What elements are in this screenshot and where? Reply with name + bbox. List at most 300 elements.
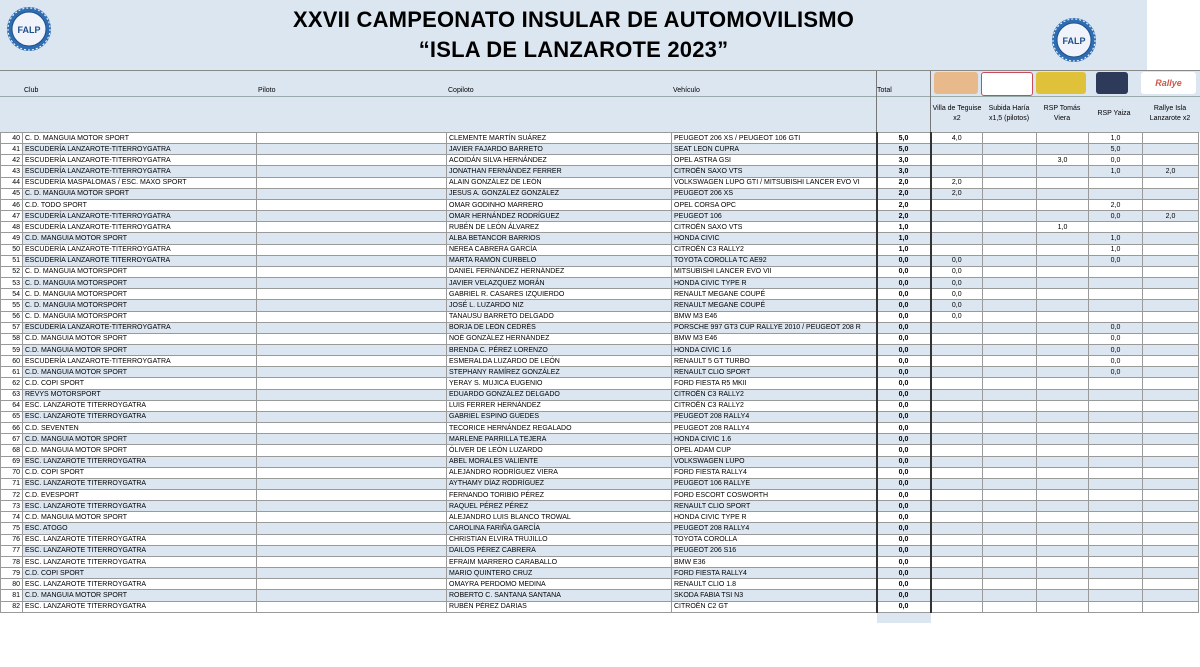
- club-cell: ESC. LANZAROTE TITERROYGATRA: [23, 400, 257, 411]
- standings-rows: [1, 133, 1199, 623]
- stage5-cell: [1143, 188, 1199, 199]
- table-row: [1, 166, 1199, 177]
- piloto-cell: [257, 211, 447, 222]
- stage5-cell: [1143, 133, 1199, 144]
- vehiculo-cell: RENAULT MEGANE COUPÉ: [672, 300, 877, 311]
- stage5-cell: 2,0: [1143, 211, 1199, 222]
- total-cell: 0,0: [877, 456, 931, 467]
- stage1-cell: [931, 512, 983, 523]
- piloto-cell: [257, 545, 447, 556]
- club-cell: C.D. COPI SPORT: [23, 467, 257, 478]
- stage3-cell: [1037, 434, 1089, 445]
- club-cell: C. D. MANGUIA MOTORSPORT: [23, 289, 257, 300]
- copiloto-cell: JESUS A. GONZÁLEZ GONZÁLEZ: [447, 188, 672, 199]
- filler-cell: [1089, 612, 1143, 623]
- copiloto-cell: AYTHAMY DÍAZ RODRÍGUEZ: [447, 478, 672, 489]
- stage2-cell: [983, 300, 1037, 311]
- stage1-cell: [931, 155, 983, 166]
- stage5-cell: [1143, 278, 1199, 289]
- stage5-cell: [1143, 445, 1199, 456]
- table-row: [1, 423, 1199, 434]
- piloto-cell: [257, 512, 447, 523]
- piloto-cell: [257, 199, 447, 210]
- stage1-cell: [931, 590, 983, 601]
- total-cell: 0,0: [877, 534, 931, 545]
- copiloto-cell: ALBA BETANCOR BARRIOS: [447, 233, 672, 244]
- stage5-cell: [1143, 400, 1199, 411]
- stage5-cell: [1143, 322, 1199, 333]
- stage1-cell: [931, 434, 983, 445]
- stage3-cell: [1037, 411, 1089, 422]
- club-cell: ESC. ATOGO: [23, 523, 257, 534]
- total-cell: 0,0: [877, 266, 931, 277]
- vehiculo-cell: HONDA CIVIC TYPE R: [672, 512, 877, 523]
- club-cell: C. D. MANGUIA MOTORSPORT: [23, 311, 257, 322]
- position-cell: 41: [1, 144, 23, 155]
- stage3-cell: [1037, 322, 1089, 333]
- piloto-cell: [257, 556, 447, 567]
- position-cell: 46: [1, 199, 23, 210]
- club-cell: ESC. LANZAROTE TITERROYGATRA: [23, 501, 257, 512]
- club-cell: ESCUDERÍA LANZAROTE-TITERROYGATRA: [23, 356, 257, 367]
- position-cell: 66: [1, 423, 23, 434]
- stage3-cell: [1037, 300, 1089, 311]
- vehiculo-cell: TOYOTA COROLLA TC AE92: [672, 255, 877, 266]
- piloto-cell: [257, 300, 447, 311]
- club-cell: C. D. MANGUIA MOTORSPORT: [23, 266, 257, 277]
- piloto-cell: [257, 590, 447, 601]
- copiloto-cell: MARTA RAMÓN CURBELO: [447, 255, 672, 266]
- stage4-cell: 5,0: [1089, 144, 1143, 155]
- total-cell: 0,0: [877, 545, 931, 556]
- stage5-cell: 2,0: [1143, 166, 1199, 177]
- stage1-cell: 4,0: [931, 133, 983, 144]
- standings-table: [0, 132, 1199, 623]
- table-row: [1, 278, 1199, 289]
- stage3-cell: [1037, 166, 1089, 177]
- piloto-cell: [257, 378, 447, 389]
- header-club: Club: [24, 87, 39, 94]
- table-row: [1, 512, 1199, 523]
- club-cell: ESC. LANZAROTE TITERROYGATRA: [23, 601, 257, 612]
- stage2-cell: [983, 188, 1037, 199]
- header-vline: [876, 71, 877, 133]
- club-cell: ESCUDERÍA LANZAROTE-TITERROYGATRA: [23, 166, 257, 177]
- stage5-cell: [1143, 344, 1199, 355]
- stage5-cell: [1143, 389, 1199, 400]
- stage4-cell: [1089, 411, 1143, 422]
- vehiculo-cell: SKODA FABIA TSI N3: [672, 590, 877, 601]
- stage2-cell: [983, 255, 1037, 266]
- stage1-cell: 2,0: [931, 177, 983, 188]
- copiloto-cell: EFRAIM MARRERO CARABALLO: [447, 556, 672, 567]
- stage5-cell: [1143, 199, 1199, 210]
- stage5-cell: [1143, 512, 1199, 523]
- club-cell: C. D. MANGUIA MOTORSPORT: [23, 278, 257, 289]
- club-cell: ESC. LANZAROTE TITERROYGATRA: [23, 411, 257, 422]
- total-cell: 0,0: [877, 278, 931, 289]
- stage3-cell: [1037, 333, 1089, 344]
- stage4-cell: [1089, 289, 1143, 300]
- position-cell: 49: [1, 233, 23, 244]
- piloto-cell: [257, 278, 447, 289]
- table-row: [1, 266, 1199, 277]
- position-cell: 76: [1, 534, 23, 545]
- copiloto-cell: CLEMENTE MARTÍN SUÁREZ: [447, 133, 672, 144]
- club-cell: ESCUDERÍA LANZAROTE-TITERROYGATRA: [23, 155, 257, 166]
- stage4-cell: [1089, 467, 1143, 478]
- piloto-cell: [257, 244, 447, 255]
- banner-margin: [1147, 0, 1200, 70]
- stage1-cell: [931, 478, 983, 489]
- piloto-cell: [257, 601, 447, 612]
- stage3-cell: [1037, 601, 1089, 612]
- stage2-cell: [983, 545, 1037, 556]
- stage1-cell: [931, 456, 983, 467]
- table-row: [1, 579, 1199, 590]
- position-cell: 68: [1, 445, 23, 456]
- copiloto-cell: ESMERALDA LUZARDO DE LEÓN: [447, 356, 672, 367]
- stage2-cell: [983, 289, 1037, 300]
- stage3-cell: [1037, 478, 1089, 489]
- table-row: [1, 556, 1199, 567]
- copiloto-cell: OMAR GODINHO MARRERO: [447, 199, 672, 210]
- club-cell: REVYS MOTORSPORT: [23, 389, 257, 400]
- stage4-cell: [1089, 389, 1143, 400]
- total-cell: 0,0: [877, 311, 931, 322]
- stage4-cell: [1089, 556, 1143, 567]
- piloto-cell: [257, 255, 447, 266]
- piloto-cell: [257, 311, 447, 322]
- copiloto-cell: GABRIEL R. CASARES IZQUIERDO: [447, 289, 672, 300]
- stage1-cell: [931, 333, 983, 344]
- club-cell: C. D. MANGUIA MOTORSPORT: [23, 300, 257, 311]
- stage5-cell: [1143, 177, 1199, 188]
- stage1-cell: [931, 501, 983, 512]
- copiloto-cell: BRENDA C. PÉREZ LORENZO: [447, 344, 672, 355]
- club-cell: C.D. MANGUIA MOTOR SPORT: [23, 512, 257, 523]
- table-row: [1, 300, 1199, 311]
- stage3-cell: [1037, 311, 1089, 322]
- table-row: [1, 367, 1199, 378]
- position-cell: 79: [1, 568, 23, 579]
- stage5-cell: [1143, 490, 1199, 501]
- stage5-cell: [1143, 333, 1199, 344]
- position-cell: 42: [1, 155, 23, 166]
- stage1-cell: [931, 534, 983, 545]
- total-cell: 5,0: [877, 133, 931, 144]
- stage5-cell: [1143, 411, 1199, 422]
- vehiculo-cell: BMW M3 E46: [672, 333, 877, 344]
- table-row: [1, 389, 1199, 400]
- stage5-cell: [1143, 434, 1199, 445]
- table-row: [1, 534, 1199, 545]
- copiloto-cell: TECORICE HERNÁNDEZ REGALADO: [447, 423, 672, 434]
- stage3-cell: [1037, 133, 1089, 144]
- stage5-cell: [1143, 423, 1199, 434]
- header-total: Total: [877, 87, 892, 94]
- vehiculo-cell: OPEL CORSA OPC: [672, 199, 877, 210]
- total-cell: 0,0: [877, 590, 931, 601]
- stage3-cell: [1037, 278, 1089, 289]
- copiloto-cell: GABRIEL ESPINO GUEDES: [447, 411, 672, 422]
- stage2-cell: [983, 568, 1037, 579]
- table-row: [1, 356, 1199, 367]
- total-cell: 0,0: [877, 367, 931, 378]
- piloto-cell: [257, 233, 447, 244]
- piloto-cell: [257, 411, 447, 422]
- stage4-cell: 0,0: [1089, 211, 1143, 222]
- stage1-cell: 0,0: [931, 289, 983, 300]
- logo-text: FALP: [17, 25, 41, 35]
- vehiculo-cell: PEUGEOT 206 XS: [672, 188, 877, 199]
- falp-logo-right: [1051, 17, 1097, 63]
- stage2-cell: [983, 534, 1037, 545]
- total-cell: 0,0: [877, 423, 931, 434]
- stage-label-subida-haria: Subida Haría x1,5 (pilotos): [988, 105, 1030, 122]
- stage4-cell: 0,0: [1089, 356, 1143, 367]
- vehiculo-cell: PEUGEOT 206 S16: [672, 545, 877, 556]
- club-cell: C.D. MANGUIA MOTOR SPORT: [23, 434, 257, 445]
- position-cell: 70: [1, 467, 23, 478]
- stage2-cell: [983, 490, 1037, 501]
- club-cell: C.D. MANGUIA MOTOR SPORT: [23, 233, 257, 244]
- stage3-cell: [1037, 545, 1089, 556]
- stage1-cell: [931, 389, 983, 400]
- stage2-cell: [983, 523, 1037, 534]
- total-cell: 0,0: [877, 411, 931, 422]
- stage4-cell: [1089, 523, 1143, 534]
- stage2-cell: [983, 445, 1037, 456]
- piloto-cell: [257, 389, 447, 400]
- table-row: [1, 188, 1199, 199]
- stage2-cell: [983, 211, 1037, 222]
- stage1-cell: [931, 601, 983, 612]
- position-cell: 58: [1, 333, 23, 344]
- position-cell: 82: [1, 601, 23, 612]
- copiloto-cell: ALEJANDRO RODRÍGUEZ VIERA: [447, 467, 672, 478]
- stage5-cell: [1143, 556, 1199, 567]
- vehiculo-cell: CITROËN C3 RALLY2: [672, 244, 877, 255]
- position-cell: 50: [1, 244, 23, 255]
- total-cell: 0,0: [877, 289, 931, 300]
- stage1-cell: [931, 144, 983, 155]
- stage2-cell: [983, 244, 1037, 255]
- stage4-cell: [1089, 177, 1143, 188]
- stage4-cell: [1089, 579, 1143, 590]
- position-cell: 69: [1, 456, 23, 467]
- stage1-cell: [931, 545, 983, 556]
- club-cell: C.D. SEVENTEN: [23, 423, 257, 434]
- stage1-cell: [931, 166, 983, 177]
- stage5-cell: [1143, 311, 1199, 322]
- vehiculo-cell: PEUGEOT 106: [672, 211, 877, 222]
- stage1-cell: [931, 356, 983, 367]
- vehiculo-cell: PEUGEOT 208 RALLY4: [672, 411, 877, 422]
- stage4-cell: 1,0: [1089, 244, 1143, 255]
- position-cell: 44: [1, 177, 23, 188]
- piloto-cell: [257, 177, 447, 188]
- stage3-cell: [1037, 456, 1089, 467]
- copiloto-cell: RUBÉN PÉREZ DARIAS: [447, 601, 672, 612]
- club-cell: C.D. TODO SPORT: [23, 199, 257, 210]
- table-row: [1, 244, 1199, 255]
- total-cell: 1,0: [877, 244, 931, 255]
- stage4-cell: [1089, 311, 1143, 322]
- stage1-cell: [931, 367, 983, 378]
- vehiculo-cell: HONDA CIVIC: [672, 233, 877, 244]
- vehiculo-cell: PEUGEOT 206 XS / PEUGEOT 106 GTI: [672, 133, 877, 144]
- vehiculo-cell: PORSCHE 997 GT3 CUP RALLYE 2010 / PEUGEOT 208 R: [672, 322, 877, 333]
- total-cell: 0,0: [877, 579, 931, 590]
- filler-cell: [672, 612, 877, 623]
- club-cell: C.D. MANGUIA MOTOR SPORT: [23, 333, 257, 344]
- vehiculo-cell: SEAT LEON CUPRA: [672, 144, 877, 155]
- stage4-cell: 0,0: [1089, 367, 1143, 378]
- stage2-cell: [983, 400, 1037, 411]
- stage2-cell: [983, 590, 1037, 601]
- stage4-cell: 0,0: [1089, 155, 1143, 166]
- vehiculo-cell: PEUGEOT 208 RALLY4: [672, 423, 877, 434]
- total-cell: 3,0: [877, 155, 931, 166]
- stage2-cell: [983, 501, 1037, 512]
- stage3-cell: [1037, 501, 1089, 512]
- stage2-cell: [983, 434, 1037, 445]
- copiloto-cell: JAVIER FAJARDO BARRETO: [447, 144, 672, 155]
- table-row: [1, 155, 1199, 166]
- stage3-cell: [1037, 177, 1089, 188]
- stage3-cell: [1037, 378, 1089, 389]
- club-cell: C.D. COPI SPORT: [23, 378, 257, 389]
- copiloto-cell: ABEL MORALES VALIENTE: [447, 456, 672, 467]
- stage3-cell: [1037, 423, 1089, 434]
- total-cell: 0,0: [877, 434, 931, 445]
- vehiculo-cell: RENAULT MEGANE COUPÉ: [672, 289, 877, 300]
- stage1-cell: [931, 445, 983, 456]
- copiloto-cell: OMAR HERNÁNDEZ RODRÍGUEZ: [447, 211, 672, 222]
- vehiculo-cell: VOLKSWAGEN LUPO: [672, 456, 877, 467]
- table-row: [1, 590, 1199, 601]
- total-cell: 0,0: [877, 344, 931, 355]
- club-cell: ESC. LANZAROTE TITERROYGATRA: [23, 456, 257, 467]
- total-cell: 3,0: [877, 166, 931, 177]
- stage3-cell: [1037, 344, 1089, 355]
- stage4-cell: [1089, 434, 1143, 445]
- club-cell: C.D. MANGUIA MOTOR SPORT: [23, 590, 257, 601]
- piloto-cell: [257, 333, 447, 344]
- vehiculo-cell: FORD FIESTA RALLY4: [672, 568, 877, 579]
- total-cell: 0,0: [877, 255, 931, 266]
- table-row: [1, 222, 1199, 233]
- stage1-cell: [931, 467, 983, 478]
- table-row: [1, 568, 1199, 579]
- position-cell: 51: [1, 255, 23, 266]
- position-cell: 56: [1, 311, 23, 322]
- total-cell: 0,0: [877, 490, 931, 501]
- stage5-cell: [1143, 467, 1199, 478]
- vehiculo-cell: RENAULT CLIO SPORT: [672, 501, 877, 512]
- stage3-cell: [1037, 199, 1089, 210]
- stage4-cell: [1089, 378, 1143, 389]
- stage5-cell: [1143, 266, 1199, 277]
- stage1-cell: [931, 523, 983, 534]
- stage5-cell: [1143, 501, 1199, 512]
- copiloto-cell: DANIEL FERNÁNDEZ HERNÁNDEZ: [447, 266, 672, 277]
- stage1-cell: 0,0: [931, 311, 983, 322]
- stage5-cell: [1143, 144, 1199, 155]
- stage5-cell: [1143, 155, 1199, 166]
- copiloto-cell: DAILOS PÉREZ CABRERA: [447, 545, 672, 556]
- stage2-cell: [983, 166, 1037, 177]
- position-cell: 43: [1, 166, 23, 177]
- stage2-cell: [983, 512, 1037, 523]
- stage2-cell: [983, 367, 1037, 378]
- piloto-cell: [257, 490, 447, 501]
- stage5-cell: [1143, 456, 1199, 467]
- position-cell: 63: [1, 389, 23, 400]
- stage5-cell: [1143, 579, 1199, 590]
- stage1-cell: 0,0: [931, 255, 983, 266]
- logo-text: FALP: [1062, 36, 1086, 46]
- stage2-cell: [983, 378, 1037, 389]
- stage2-cell: [983, 467, 1037, 478]
- total-cell: 0,0: [877, 501, 931, 512]
- stage3-cell: [1037, 579, 1089, 590]
- stage4-cell: 0,0: [1089, 333, 1143, 344]
- club-cell: C.D. MANGUIA MOTOR SPORT: [23, 445, 257, 456]
- stage4-cell: 1,0: [1089, 133, 1143, 144]
- position-cell: 65: [1, 411, 23, 422]
- stage5-cell: [1143, 300, 1199, 311]
- position-cell: 71: [1, 478, 23, 489]
- stage1-cell: [931, 556, 983, 567]
- stage3-cell: [1037, 590, 1089, 601]
- copiloto-cell: ACOIDÁN SILVA HERNÁNDEZ: [447, 155, 672, 166]
- stage-logo-rsp-tomas-viera: [1036, 72, 1086, 94]
- club-cell: C.D. COPI SPORT: [23, 568, 257, 579]
- piloto-cell: [257, 367, 447, 378]
- vehiculo-cell: CITROËN C3 RALLY2: [672, 400, 877, 411]
- column-header: [0, 70, 1200, 133]
- stage4-cell: [1089, 445, 1143, 456]
- stage2-cell: [983, 411, 1037, 422]
- vehiculo-cell: CITROËN SAXO VTS: [672, 222, 877, 233]
- stage1-cell: [931, 199, 983, 210]
- copiloto-cell: RUBÉN DE LEÓN ÁLVAREZ: [447, 222, 672, 233]
- position-cell: 52: [1, 266, 23, 277]
- stage3-cell: [1037, 534, 1089, 545]
- stage1-cell: [931, 378, 983, 389]
- stage2-cell: [983, 356, 1037, 367]
- position-cell: 73: [1, 501, 23, 512]
- table-row: [1, 523, 1199, 534]
- stage1-cell: [931, 322, 983, 333]
- copiloto-cell: ROBERTO C. SANTANA SANTANA: [447, 590, 672, 601]
- copiloto-cell: MARLENE PARRILLA TEJERA: [447, 434, 672, 445]
- stage2-cell: [983, 199, 1037, 210]
- club-cell: ESCUDERÍA LANZAROTE-TITERROYGATRA: [23, 211, 257, 222]
- total-cell: 0,0: [877, 445, 931, 456]
- piloto-cell: [257, 423, 447, 434]
- table-row: [1, 445, 1199, 456]
- piloto-cell: [257, 144, 447, 155]
- stage2-cell: [983, 344, 1037, 355]
- filler-cell: [1037, 612, 1089, 623]
- stage4-cell: 0,0: [1089, 255, 1143, 266]
- stage2-cell: [983, 556, 1037, 567]
- stage4-cell: [1089, 534, 1143, 545]
- stage5-cell: [1143, 601, 1199, 612]
